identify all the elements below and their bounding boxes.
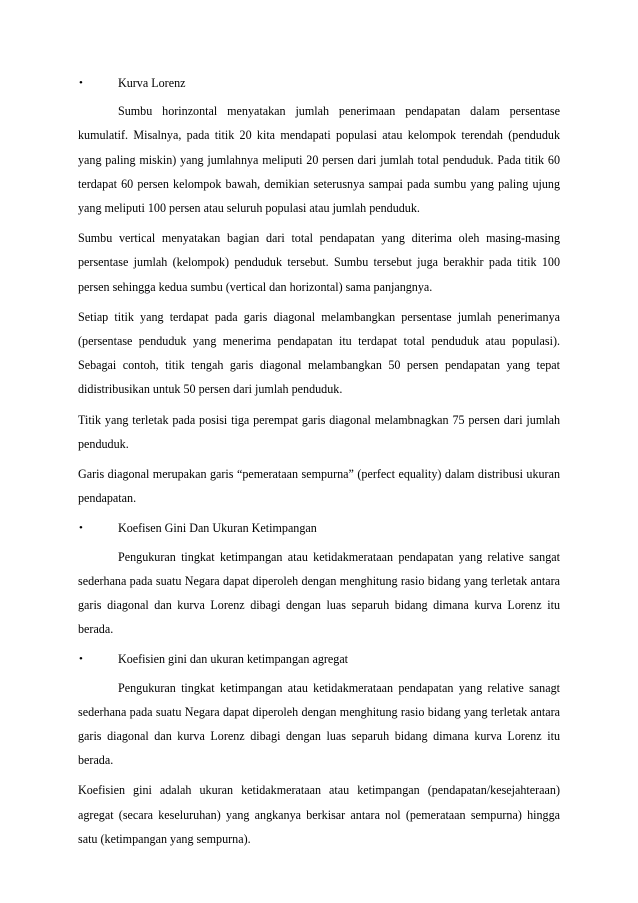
heading-text: Koefisen Gini Dan Ukuran Ketimpangan <box>118 521 317 536</box>
heading-text: Kurva Lorenz <box>118 76 186 90</box>
document-page <box>78 71 560 851</box>
paragraph: Garis diagonal merupakan garis “pemerataan sempurna” (perfect equality) dalam distribusi ukuran pendapatan. <box>78 467 560 506</box>
bullet-icon: • <box>79 77 83 89</box>
bullet-heading-kurva-lorenz <box>78 71 560 95</box>
bullet-icon: • <box>79 653 83 666</box>
paragraph: Sumbu vertical menyatakan bagian dari total pendapatan yang diterima oleh masing-masing persentase jumlah (kelompok) penduduk tersebut. Sumbu tersebut juga berakhir pada titik 100 persen sehingga kedua sumbu (vertical dan horizontal) sama panjangnya. <box>78 231 560 294</box>
paragraph: Koefisien gini adalah ukuran ketidakmerataan atau ketimpangan (pendapatan/kesejahteraan) agregat (secara keseluruhan) yang angkanya berkisar antara nol (pemerataan sempurna) hingga satu (ketimpangan yang sempurna). <box>78 783 560 846</box>
paragraph: Pengukuran tingkat ketimpangan atau ketidakmerataan pendapatan yang relative sangat sederhana pada suatu Negara dapat diperoleh dengan menghitung rasio bidang yang terletak antara garis diagonal dan kurva Lorenz dibagi dengan luas separuh bidang dimana kurva Lorenz itu berada. <box>78 549 560 637</box>
bullet-heading-koefisen-gini <box>78 516 560 540</box>
heading-text: Koefisien gini dan ukuran ketimpangan agregat <box>118 652 349 667</box>
bullet-heading-koefisien-agregat <box>78 647 560 671</box>
bullet-icon: • <box>79 522 83 535</box>
paragraph: Sumbu horinzontal menyatakan jumlah penerimaan pendapatan dalam persentase kumulatif. Misalnya, pada titik 20 kita mendapati populasi atau kelompok terendah (penduduk yang paling miskin) yang jumlahnya meliputi 20 persen dari jumlah total penduduk. Pada titik 60 terdapat 60 persen kelompok bawah, demikian seterusnya sampai pada sumbu yang paling ujung yang meliputi 100 persen atau seluruh populasi atau jumlah penduduk. <box>78 104 560 216</box>
paragraph: Pengukuran tingkat ketimpangan atau ketidakmerataan pendapatan yang relative sanagt sederhana pada suatu Negara dapat diperoleh dengan menghitung rasio bidang yang terletak antara garis diagonal dan kurva Lorenz dibagi dengan luas separuh bidang dimana kurva Lorenz itu berada. <box>78 680 560 768</box>
paragraph: Setiap titik yang terdapat pada garis diagonal melambangkan persentase jumlah penerimanya (persentase penduduk yang menerima pendapatan itu terdapat total penduduk atau populasi). Sebagai contoh, titik tengah garis diagonal melambangkan 50 persen pendapatan yang tepat didistribusikan untuk 50 persen dari jumlah penduduk. <box>78 309 560 397</box>
paragraph: Titik yang terletak pada posisi tiga perempat garis diagonal melambnagkan 75 persen dari jumlah penduduk. <box>78 412 560 451</box>
